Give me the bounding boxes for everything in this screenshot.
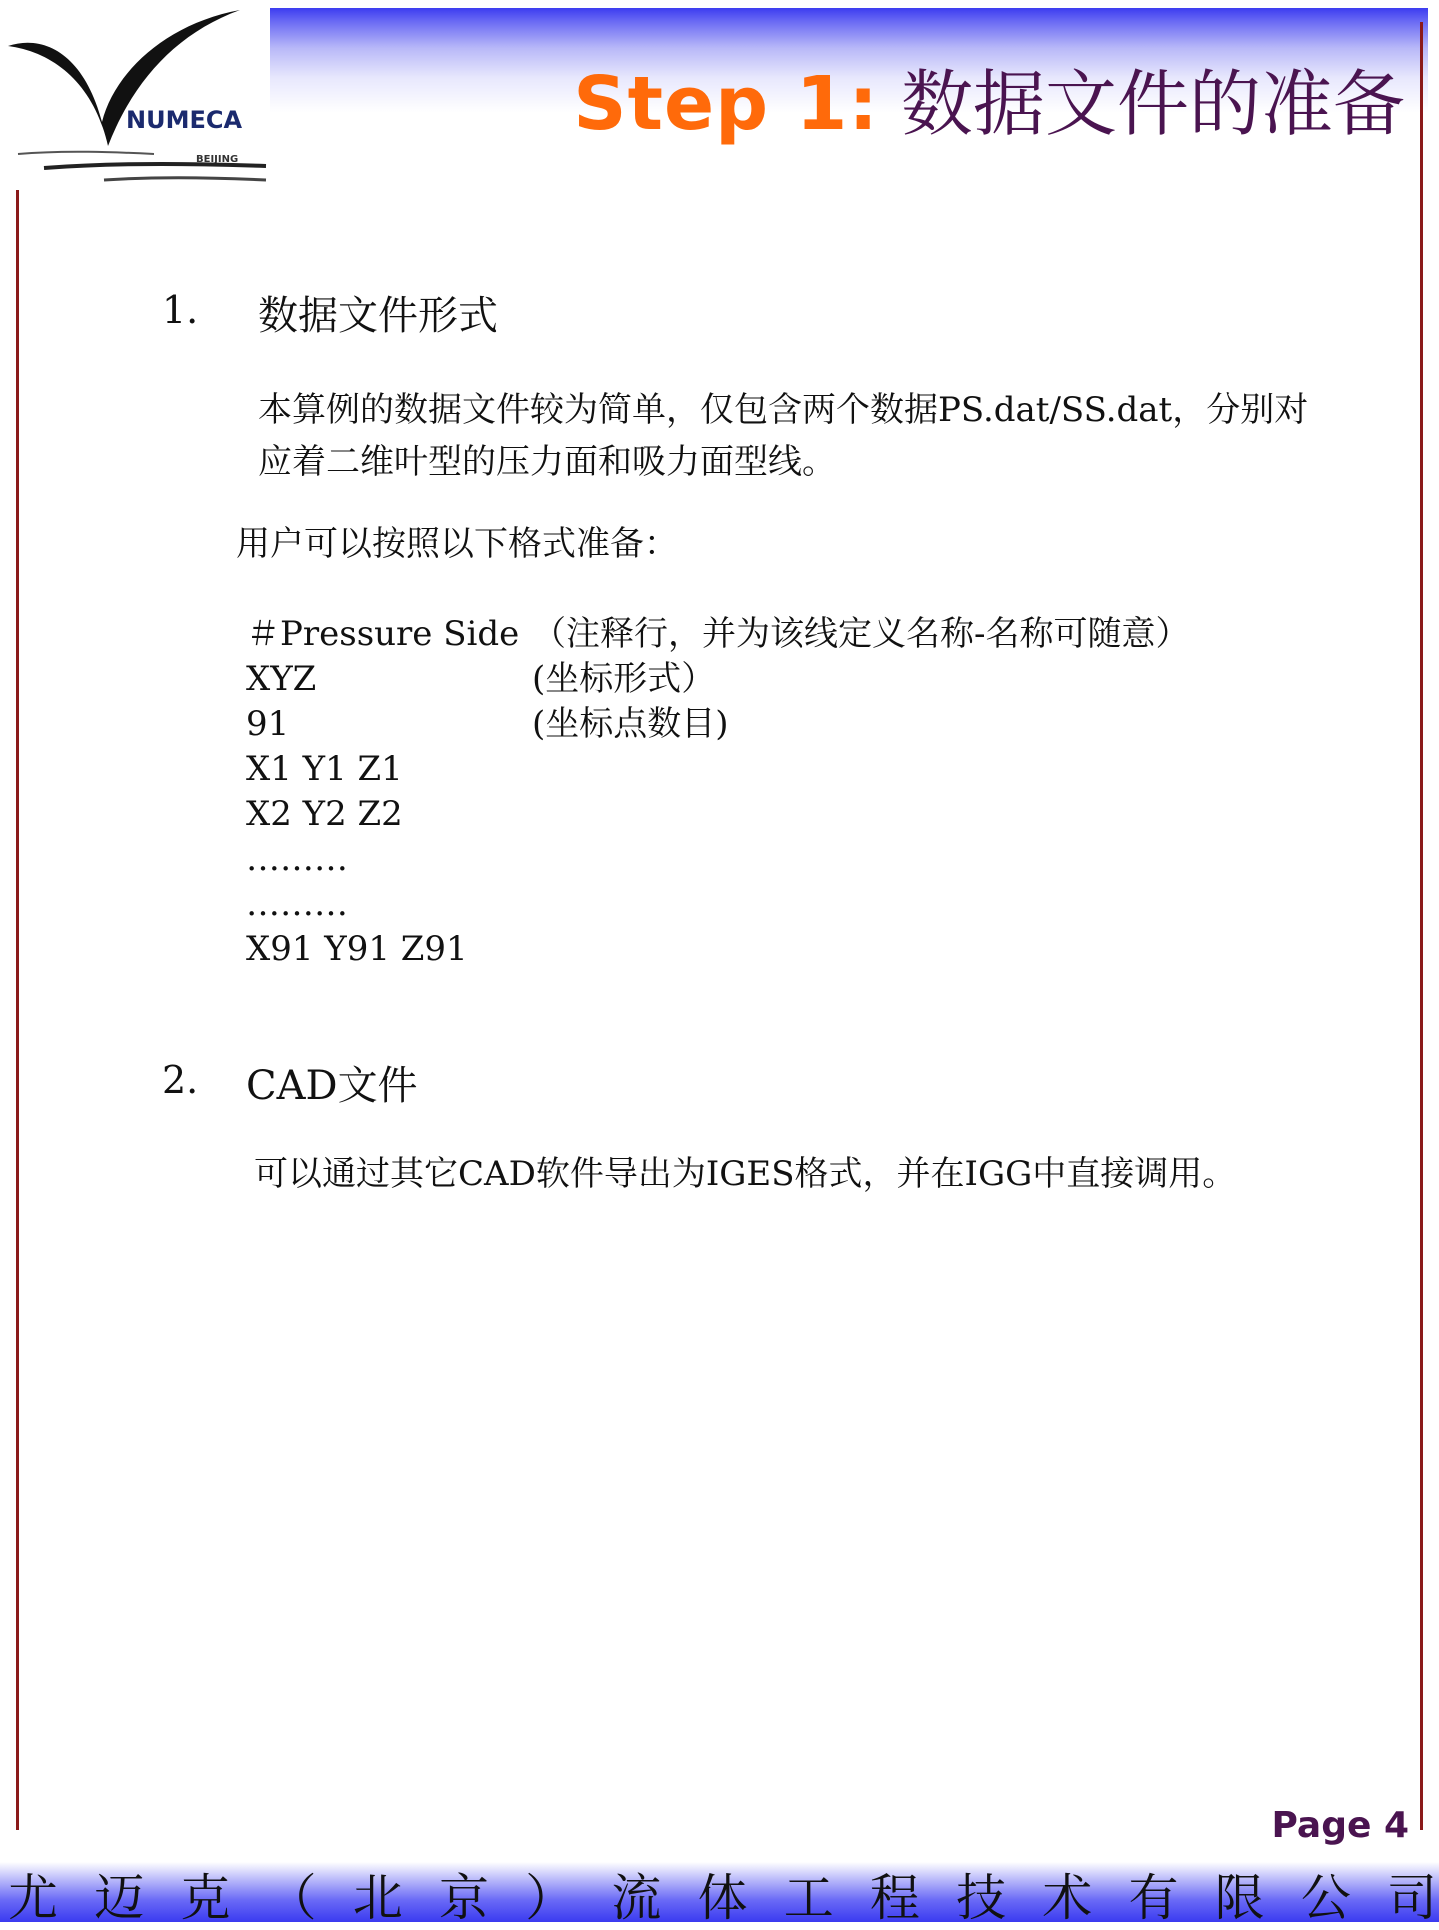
page-title (573, 46, 1405, 147)
section1-number: 1. (162, 288, 199, 332)
code-row-left: XYZ (246, 659, 317, 699)
footer-char: 限 (1214, 1869, 1265, 1927)
code-row (246, 702, 1190, 747)
footer-char: 司 (1387, 1869, 1437, 1927)
code-row-left: X1 Y1 Z1 (246, 749, 403, 789)
footer-company-name (0, 1858, 1439, 1927)
code-row (246, 747, 1190, 792)
code-row (246, 882, 1190, 927)
right-border-rule (1420, 22, 1423, 1830)
footer-char: （ (266, 1869, 317, 1927)
section1-paragraph (258, 384, 1308, 488)
logo-text: NUMECA (126, 106, 243, 134)
footer-char: ） (525, 1869, 576, 1927)
title-step: Step 1: (573, 61, 879, 147)
format-code-block (246, 612, 1190, 972)
code-row-comment: (坐标点数目) (532, 704, 729, 744)
code-row-comment: (坐标形式） (532, 659, 716, 699)
section2-paragraph: 可以通过其它CAD软件导出为IGES格式，并在IGG中直接调用。 (254, 1154, 1237, 1194)
page-number-label: Page 4 (1271, 1805, 1409, 1846)
logo-subtext: BEIJING (196, 154, 239, 165)
footer-char: 迈 (94, 1869, 145, 1927)
code-row (246, 792, 1190, 837)
footer-char: 有 (1128, 1869, 1179, 1927)
code-row (246, 657, 1190, 702)
footer-char: 工 (783, 1869, 834, 1927)
footer-char: 体 (697, 1869, 748, 1927)
code-row-left: ……… (246, 839, 348, 879)
footer-char: 技 (956, 1869, 1007, 1927)
code-row-left: ＃Pressure Side (246, 614, 520, 654)
numeca-logo (4, 4, 274, 194)
section2-title: CAD文件 (246, 1063, 418, 1109)
section1-intro: 用户可以按照以下格式准备： (236, 524, 678, 564)
footer-char: 公 (1300, 1869, 1351, 1927)
code-row-left: ……… (246, 884, 348, 924)
footer-char: 程 (869, 1869, 920, 1927)
section1-para-line1: 本算例的数据文件较为简单，仅包含两个数据PS.dat/SS.dat，分别对 (258, 390, 1309, 430)
code-row-left: 91 (246, 704, 290, 744)
footer-char: 北 (352, 1869, 403, 1927)
code-row (246, 837, 1190, 882)
footer-char: 京 (438, 1869, 489, 1927)
code-row-left: X91 Y91 Z91 (246, 929, 468, 969)
code-row (246, 612, 1190, 657)
code-row (246, 927, 1190, 972)
left-border-rule (16, 190, 19, 1830)
footer-char: 术 (1042, 1869, 1093, 1927)
footer-char: 流 (611, 1869, 662, 1927)
title-chinese: 数据文件的准备 (900, 62, 1405, 146)
footer-char: 克 (180, 1869, 231, 1927)
code-row-comment: （注释行，并为该线定义名称-名称可随意） (532, 614, 1190, 654)
footer-char: 尤 (8, 1869, 58, 1927)
code-row-left: X2 Y2 Z2 (246, 794, 403, 834)
section1-title: 数据文件形式 (258, 293, 498, 339)
section2-number: 2. (162, 1058, 199, 1102)
section1-para-line2: 应着二维叶型的压力面和吸力面型线。 (258, 442, 836, 482)
